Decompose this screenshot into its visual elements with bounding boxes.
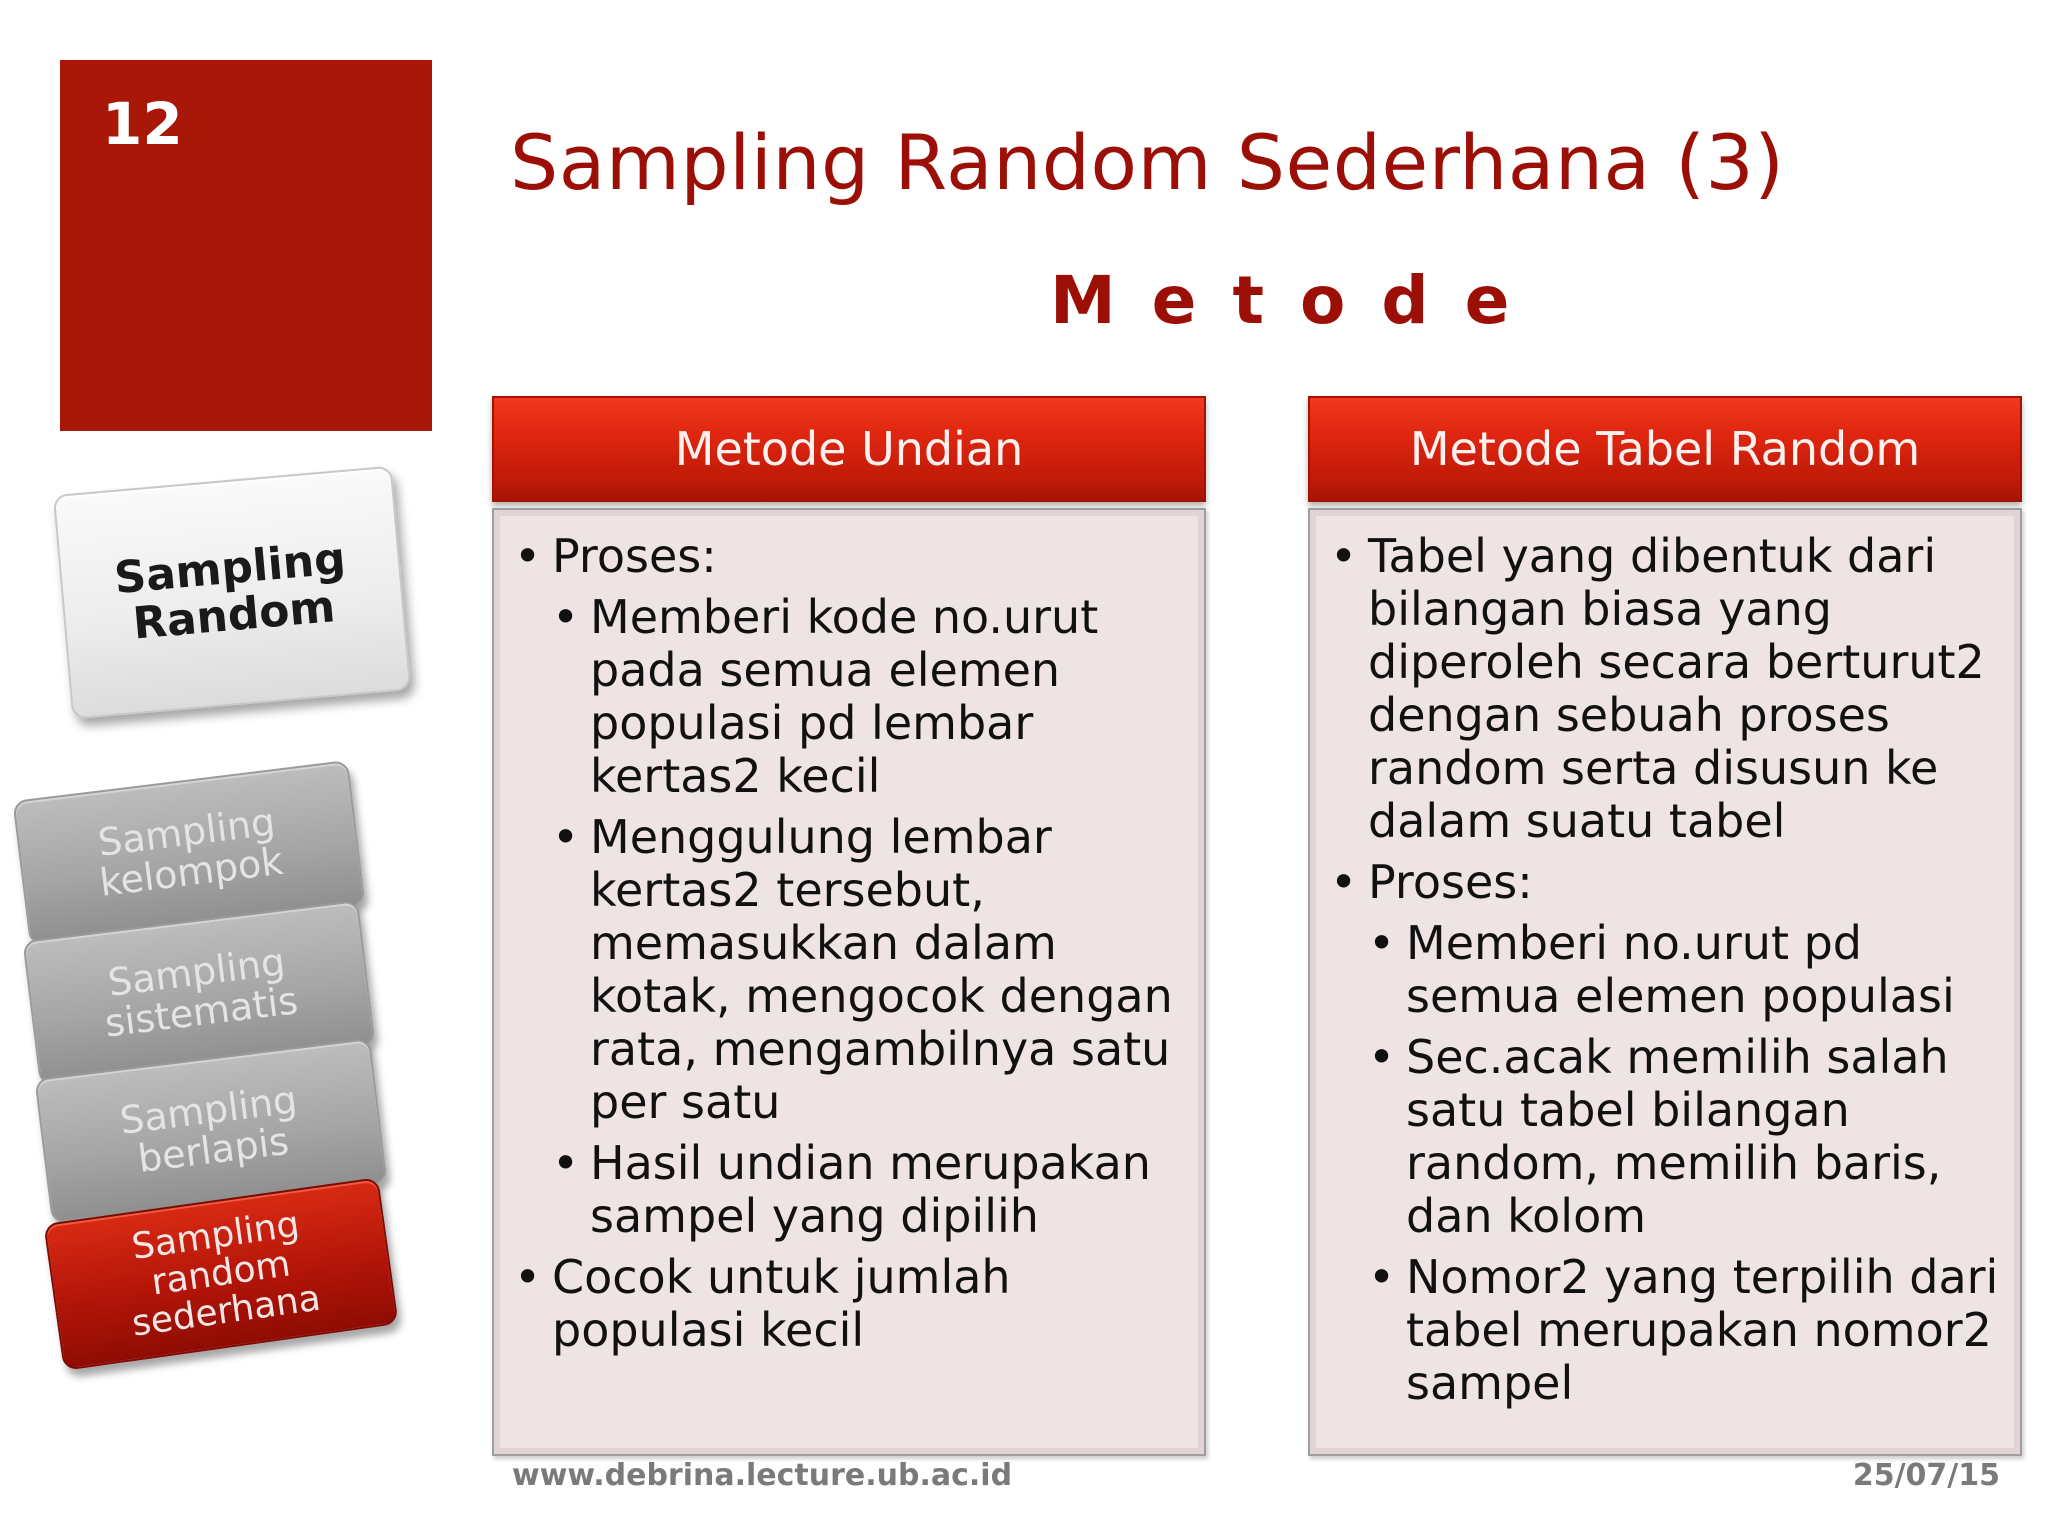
bullet-text: Proses: <box>1368 855 1533 909</box>
panel-header-metode-tabel-random: Metode Tabel Random <box>1308 396 2022 502</box>
panel-body-metode-tabel-random <box>1308 508 2022 1456</box>
bullet-item <box>1330 1251 2006 1410</box>
nav-item-sampling-random[interactable] <box>53 466 411 720</box>
nav-item-label: Sampling Random <box>112 533 348 650</box>
slide-title: Sampling Random Sederhana (3) <box>510 118 1785 207</box>
nav-item-label: Sampling berlapis <box>117 1077 300 1181</box>
bullet-dot-icon: • <box>514 529 542 583</box>
bullet-dot-icon: • <box>1330 529 1358 583</box>
bullet-dot-icon: • <box>1368 1250 1396 1304</box>
bullet-item <box>1330 917 2006 1023</box>
nav-item-label: Sampling kelompok <box>95 799 286 905</box>
bullet-dot-icon: • <box>1330 855 1358 909</box>
panel-header-metode-undian: Metode Undian <box>492 396 1206 502</box>
bullet-text: Hasil undian merupakan sampel yang dipilih <box>590 1136 1151 1243</box>
bullet-item <box>514 1137 1190 1243</box>
bullet-item <box>1330 856 2006 909</box>
slide-subtitle: Metode <box>1050 262 1546 339</box>
bullet-text: Menggulung lembar kertas2 tersebut, memasukkan dalam kotak, mengocok dengan rata, mengambilnya satu per satu <box>590 810 1173 1129</box>
bullet-dot-icon: • <box>514 1250 542 1304</box>
nav-item-label: Sampling sistematis <box>102 939 301 1046</box>
bullet-text: Memberi no.urut pd semua elemen populasi <box>1406 916 1955 1023</box>
nav-item-label: Sampling random sederhana <box>129 1204 324 1345</box>
footer-url: www.debrina.lecture.ub.ac.id <box>512 1458 1013 1493</box>
bullet-item <box>514 1251 1190 1357</box>
bullet-text: Tabel yang dibentuk dari bilangan biasa yang diperoleh secara berturut2 dengan sebuah proses random serta disusun ke dalam suatu tabel <box>1368 529 1985 848</box>
bullet-text: Sec.acak memilih salah satu tabel bilangan random, memilih baris, dan kolom <box>1406 1030 1949 1243</box>
bullet-item <box>514 591 1190 803</box>
bullet-dot-icon: • <box>1368 916 1396 970</box>
slide-number: 12 <box>102 90 183 158</box>
bullet-text: Proses: <box>552 529 717 583</box>
bullet-item <box>1330 1031 2006 1243</box>
bullet-item <box>1330 530 2006 848</box>
footer-date: 25/07/15 <box>1852 1458 2000 1493</box>
bullet-text: Cocok untuk jumlah populasi kecil <box>552 1250 1011 1357</box>
bullet-dot-icon: • <box>552 1136 580 1190</box>
bullet-text: Memberi kode no.urut pada semua elemen populasi pd lembar kertas2 kecil <box>590 590 1099 803</box>
bullet-item <box>514 811 1190 1129</box>
bullet-dot-icon: • <box>552 810 580 864</box>
bullet-dot-icon: • <box>552 590 580 644</box>
bullet-dot-icon: • <box>1368 1030 1396 1084</box>
panel-body-metode-undian <box>492 508 1206 1456</box>
bullet-item <box>514 530 1190 583</box>
bullet-text: Nomor2 yang terpilih dari tabel merupakan nomor2 sampel <box>1406 1250 1999 1410</box>
slide-number-box <box>60 60 432 431</box>
